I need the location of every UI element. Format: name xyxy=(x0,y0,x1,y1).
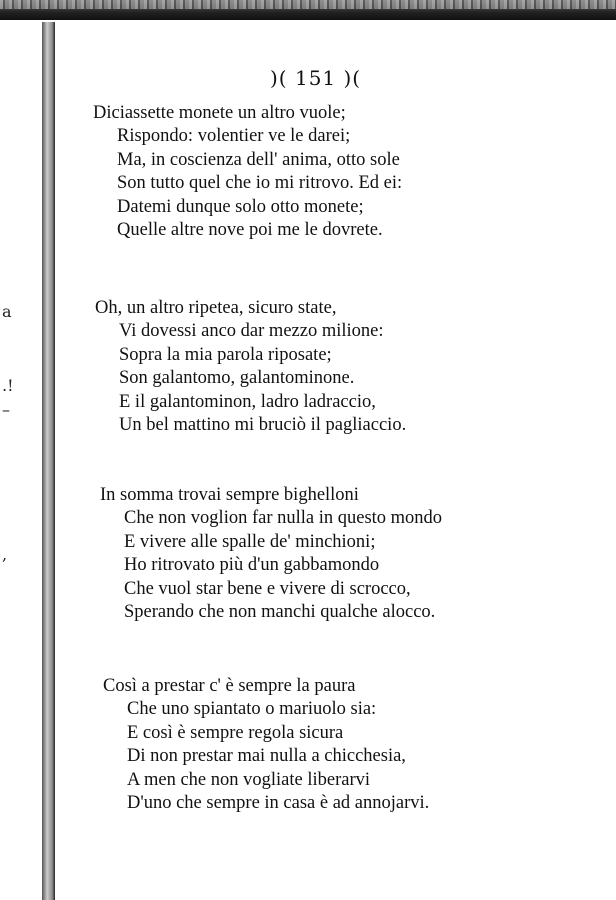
page-number: )( 151 )( xyxy=(270,66,362,90)
verse-line: Un bel mattino mi bruciò il pagliaccio. xyxy=(119,415,407,436)
margin-mark: .! xyxy=(2,376,14,395)
margin-mark: a xyxy=(2,302,12,321)
book-spine xyxy=(42,22,55,900)
verse-line: Diciassette monete un altro vuole; xyxy=(93,103,346,123)
verse-line: Che vuol star bene e vivere di scrocco, xyxy=(124,578,411,599)
page-top-edge xyxy=(0,0,616,20)
verse-line: Son galantomo, galantominone. xyxy=(119,368,355,389)
verse-line: Così a prestar c' è sempre la paura xyxy=(103,676,356,696)
verse-line: Son tutto quel che io mi ritrovo. Ed ei: xyxy=(117,173,403,194)
verse-line: Rispondo: volentier ve le darei; xyxy=(117,126,351,147)
verse-line: Sperando che non manchi qualche alocco. xyxy=(124,602,436,623)
verse-line: Vi dovessi anco dar mezzo milione: xyxy=(119,321,384,342)
stanza xyxy=(93,102,402,242)
verse-line: Che non voglion far nulla in questo mondo xyxy=(124,508,443,529)
verse-line: Sopra la mia parola riposate; xyxy=(119,344,332,365)
verse-line: Ho ritrovato più d'un gabbamondo xyxy=(124,555,380,576)
verse-line: E così è sempre regola sicura xyxy=(127,722,344,743)
stanza xyxy=(100,484,442,624)
verse-line: Ma, in coscienza dell' anima, otto sole xyxy=(117,149,400,170)
verse-line: Che uno spiantato o mariuolo sia: xyxy=(127,699,377,720)
stanza xyxy=(95,297,406,437)
stanza xyxy=(103,675,429,815)
margin-mark: – xyxy=(2,400,10,419)
verse-line: In somma trovai sempre bighelloni xyxy=(100,485,359,505)
verse-line: Datemi dunque solo otto monete; xyxy=(117,196,364,217)
verse-line: D'uno che sempre in casa è ad annojarvi. xyxy=(127,793,430,814)
verse-line: Di non prestar mai nulla a chicchesia, xyxy=(127,746,406,767)
verse-line: Oh, un altro ripetea, sicuro state, xyxy=(95,298,337,318)
verse-line: Quelle altre nove poi me le dovrete. xyxy=(117,220,383,241)
verse-line: E vivere alle spalle de' minchioni; xyxy=(124,531,376,552)
margin-mark: , xyxy=(2,545,8,564)
verse-line: E il galantominon, ladro ladraccio, xyxy=(119,391,376,412)
verse-line: A men che non vogliate liberarvi xyxy=(127,769,370,790)
